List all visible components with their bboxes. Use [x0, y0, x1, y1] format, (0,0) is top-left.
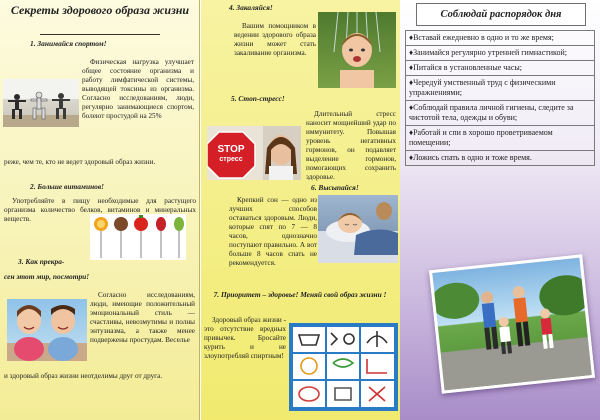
- page-title: Секреты здорового образа жизни: [10, 3, 190, 17]
- section-heading-priority: 7. Приоритет – здоровье! Меняй свой образ жизни !: [213, 290, 387, 299]
- routine-row: [406, 31, 595, 46]
- sleep-paragraph: Крепкий сон — одно из лучших способов оставаться здоровым. Люди, которые спят по 7 — 8 часов, однозначно поступают правильно. А вот больше 8 часов спать не рекомендуется.: [229, 196, 317, 267]
- routine-row: [406, 61, 595, 76]
- routine-row: [406, 151, 595, 166]
- section-heading-vitamins: 2. Больше витаминов!: [30, 182, 105, 191]
- emotions-paragraph: Согласно исследованиям, люди, имеющие положительный эмоциональный стиль — счастливы, невозмутимы и полны энтузиазма, а также менее подвержены простудам. Веселье: [90, 291, 195, 344]
- section-heading-world-a: 3. Как прекра-: [18, 257, 65, 266]
- sport-paragraph: Физическая нагрузка улучшает общее состояние организма и работу лимфатической системы, выводящей токсины из организма. Согласно исследованиям, люди, регулярно занимающиеся спортом, болеют простудой на 25%: [82, 58, 194, 120]
- routine-row: [406, 46, 595, 61]
- stop-sign-label: STOP: [217, 144, 245, 155]
- routine-row: [406, 126, 595, 151]
- section-heading-stress: 5. Стоп-стресс!: [231, 94, 285, 103]
- stop-stress-photo: [207, 126, 301, 180]
- routine-rule: ♦Чередуй умственный труд с физическими упражнениями;: [406, 76, 595, 101]
- healthy-habits-icon-grid: [289, 323, 398, 411]
- daily-routine-title: Соблюдай распорядок дня: [416, 3, 586, 26]
- routine-rule: ♦Работай и спи в хорошо проветриваемом помещении;: [406, 126, 595, 151]
- boy-shower-photo: [318, 12, 396, 88]
- fruits-on-forks-photo: [90, 214, 186, 260]
- brochure-panel-middle: [201, 0, 400, 420]
- brochure-panel-left: [0, 0, 200, 420]
- section-heading-sport: 1. Занимайся спортом!: [30, 39, 107, 48]
- section-heading-sleep: 6. Высыпайся!: [311, 183, 359, 192]
- routine-rule: ♦Ложись спать в одно и тоже время.: [406, 151, 595, 166]
- sport-paragraph-end: реже, чем те, кто не ведет здоровый образ жизни.: [4, 158, 156, 166]
- sleeping-child-photo: [318, 195, 398, 263]
- laughing-kids-photo: [7, 299, 87, 361]
- healthy-lifestyle-paragraph: Здоровый образ жизни - это отсутствие вредных привычек. Бросайте курить и не злоупотребляй спиртным!: [204, 316, 286, 360]
- routine-rule: ♦Питайся в установленные часы;: [406, 61, 595, 76]
- section-heading-world-b: сен этот мир, посмотри!: [4, 272, 90, 281]
- daily-routine-table: [405, 30, 595, 166]
- stress-paragraph: Длительный стресс наносит мощнейший удар по иммунитету. Повышая уровень негативных гормонов, он подавляет выделение гормонов, помогающих сохранить здоровье.: [306, 110, 396, 181]
- hardening-paragraph: Вашим помощником в ведении здорового образа жизни может стать закаливание организма.: [234, 22, 316, 57]
- gym-exercise-photo: [3, 79, 79, 127]
- emotions-paragraph-end: и здоровый образ жизни неотделимы друг от друга.: [4, 372, 163, 380]
- title-underline: [40, 34, 160, 35]
- routine-rule: ♦Занимайся регулярно утренней гимнастикой;: [406, 46, 595, 61]
- routine-rule: ♦Соблюдай правила личной гигиены, следите за чистотой тела, одежды и обуви;: [406, 101, 595, 126]
- vitamins-paragraph: Употребляйте в пищу необходимые для растущего организма количество белков, витаминов и минеральных веществ.: [4, 197, 196, 223]
- routine-row: [406, 76, 595, 101]
- family-running-photo: [429, 254, 595, 393]
- stop-sign-sublabel: стресс: [219, 156, 243, 163]
- routine-rule: ♦Вставай ежедневно в одно и то же время;: [406, 31, 595, 46]
- routine-row: [406, 101, 595, 126]
- section-heading-hardening: 4. Закаляйся!: [229, 3, 273, 12]
